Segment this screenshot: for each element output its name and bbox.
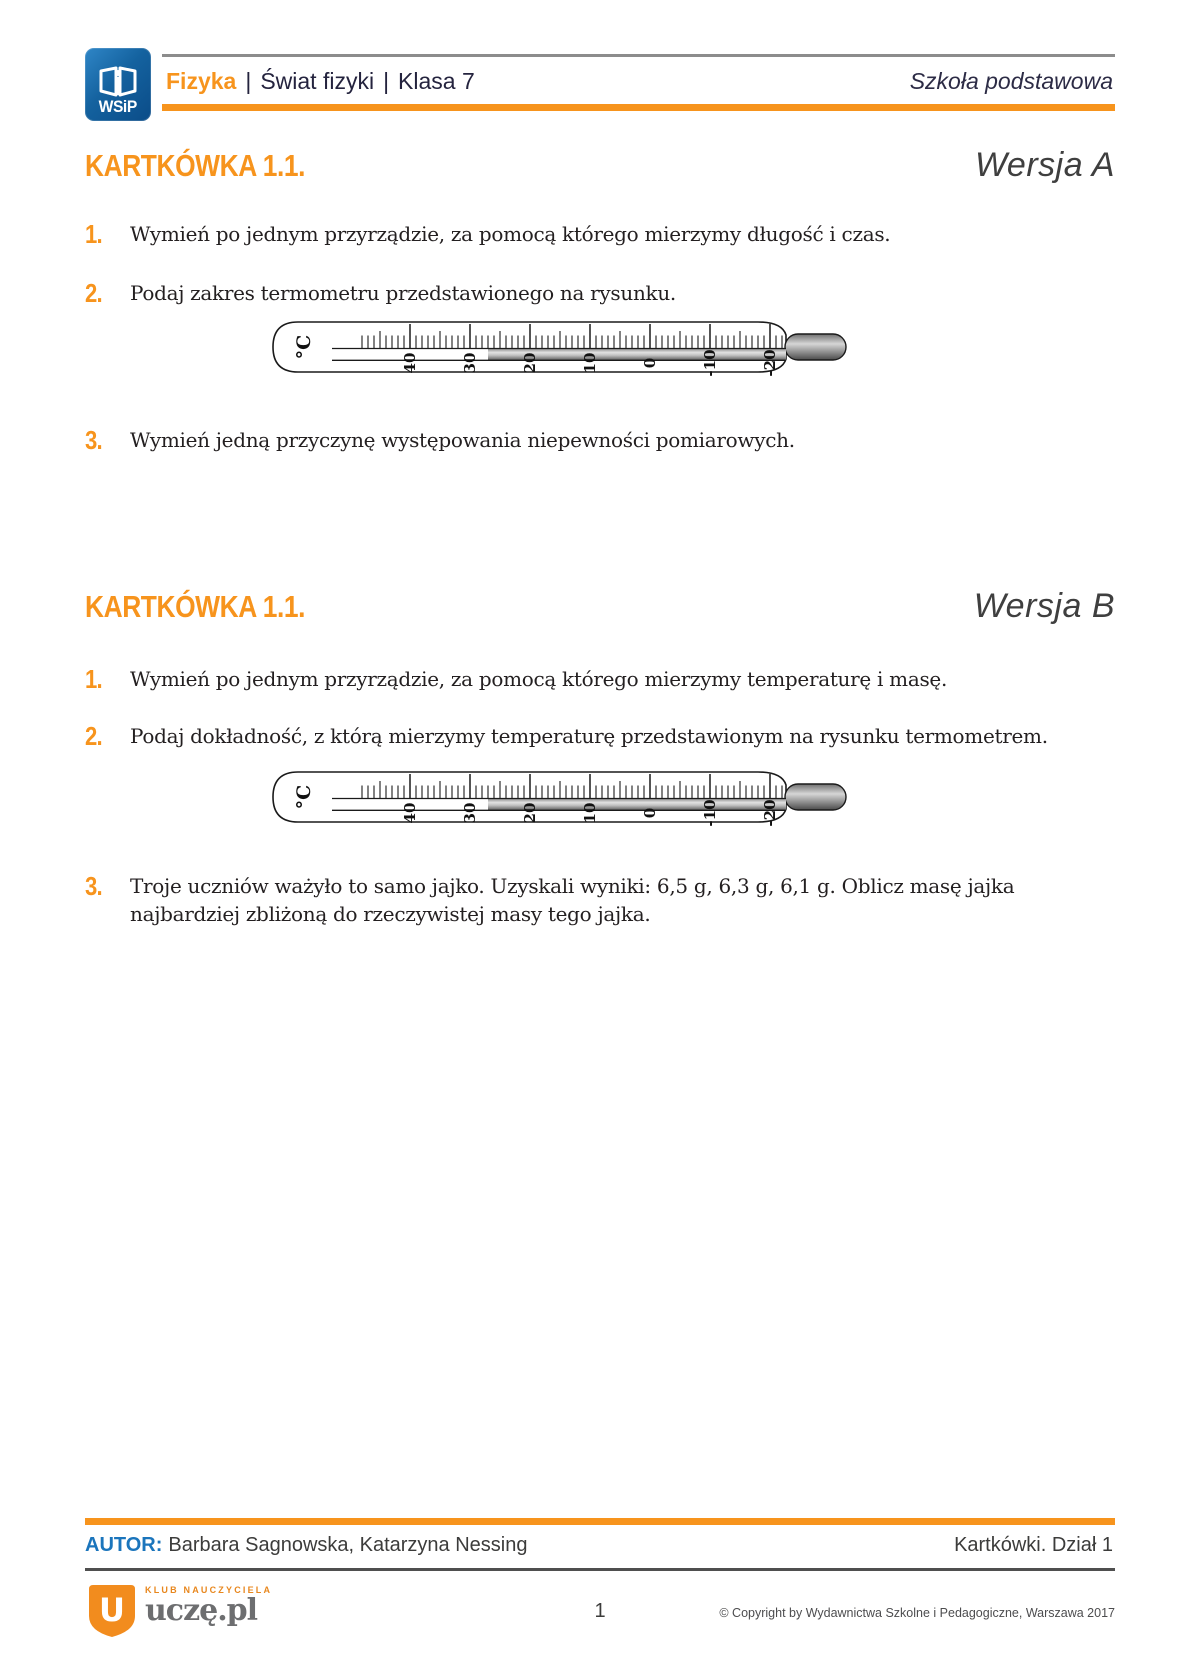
ucze-shield-icon — [85, 1583, 139, 1639]
question-row — [85, 870, 1115, 928]
question-number: 2. — [85, 277, 102, 308]
page-footer — [85, 1518, 1115, 1639]
worksheet-body — [85, 146, 1115, 928]
svg-text:-10: -10 — [701, 799, 719, 827]
breadcrumb-separator: | — [245, 68, 252, 94]
svg-text:0: 0 — [641, 807, 659, 819]
footer-orange-rule — [85, 1518, 1115, 1525]
section-version-a — [85, 146, 1115, 455]
thermometer-figure — [270, 769, 850, 827]
svg-text:40: 40 — [401, 352, 419, 374]
question-row — [85, 663, 1115, 694]
author-label: AUTOR: — [85, 1534, 163, 1556]
wsip-book-icon — [96, 64, 140, 100]
question-text: Wymień jedną przyczynę występowania niepewności pomiarowych. — [130, 428, 795, 453]
page-number: 1 — [594, 1599, 606, 1622]
question-text: Podaj zakres termometru przedstawionego na rysunku. — [130, 280, 676, 305]
section-version-b — [85, 587, 1115, 928]
author-names: Barbara Sagnowska, Katarzyna Nessing — [168, 1534, 528, 1556]
question-number: 1. — [85, 663, 102, 694]
svg-text:-20: -20 — [761, 799, 779, 827]
breadcrumb-separator: | — [383, 68, 390, 94]
breadcrumb-subject: Fizyka — [166, 68, 237, 94]
version-label: Wersja A — [974, 146, 1115, 184]
breadcrumb-series: Świat fizyki — [260, 68, 375, 94]
svg-text:°C: °C — [293, 784, 315, 810]
svg-text:10: 10 — [581, 352, 599, 374]
svg-text:20: 20 — [521, 352, 539, 374]
copyright-text: © Copyright by Wydawnictwa Szkolne i Pedagogiczne, Warszawa 2017 — [719, 1606, 1115, 1620]
thermometer-figure — [270, 319, 850, 377]
author-line — [85, 1534, 528, 1557]
breadcrumb-grade: Klasa 7 — [398, 68, 475, 94]
svg-text:-20: -20 — [761, 349, 779, 377]
svg-text:-10: -10 — [701, 349, 719, 377]
version-label: Wersja B — [973, 586, 1115, 625]
svg-text:30: 30 — [461, 802, 479, 824]
question-number: 2. — [85, 721, 102, 752]
question-number: 3. — [85, 425, 102, 456]
ucze-brand-name: uczę.pl — [145, 1593, 258, 1628]
wsip-logo — [85, 48, 151, 121]
svg-text:U: U — [99, 1591, 125, 1629]
question-text: Podaj dokładność, z którą mierzymy temperaturę przedstawionym na rysunku termometrem. — [130, 724, 1048, 749]
section-title: KARTKÓWKA 1.1. — [85, 148, 305, 183]
svg-text:20: 20 — [521, 802, 539, 824]
figure-container — [270, 769, 1115, 827]
question-row — [85, 277, 1115, 308]
question-text: Troje uczniów ważyło to samo jajko. Uzyskali wyniki: 6,5 g, 6,3 g, 6,1 g. Oblicz masę jajka najbardziej zbliżoną do rzeczywistej masy tego jajka. — [130, 873, 1015, 926]
question-row — [85, 427, 1115, 455]
section-title: KARTKÓWKA 1.1. — [85, 588, 305, 624]
page-header — [85, 48, 1115, 121]
ucze-pl-logo — [85, 1583, 594, 1639]
footer-right-label: Kartkówki. Dział 1 — [954, 1534, 1113, 1556]
question-text: Wymień po jednym przyrządzie, za pomocą którego mierzymy długość i czas. — [130, 222, 891, 246]
question-text: Wymień po jednym przyrządzie, za pomocą którego mierzymy temperaturę i masę. — [130, 666, 947, 691]
question-row — [85, 723, 1115, 751]
svg-text:0: 0 — [641, 357, 659, 369]
figure-container — [270, 319, 1115, 377]
question-number: 1. — [85, 219, 102, 249]
header-orange-rule — [162, 104, 1115, 111]
svg-text:30: 30 — [461, 352, 479, 374]
svg-text:°C: °C — [293, 334, 315, 360]
wsip-logo-label: WSiP — [98, 97, 138, 116]
header-right — [162, 48, 1115, 121]
breadcrumb — [166, 68, 475, 95]
school-level-label: Szkoła podstawowa — [909, 68, 1113, 94]
svg-text:10: 10 — [581, 802, 599, 824]
question-number: 3. — [85, 870, 102, 901]
question-row — [85, 221, 1115, 249]
svg-text:40: 40 — [401, 802, 419, 824]
ucze-tagline: KLUB NAUCZYCIELA — [145, 1585, 273, 1595]
